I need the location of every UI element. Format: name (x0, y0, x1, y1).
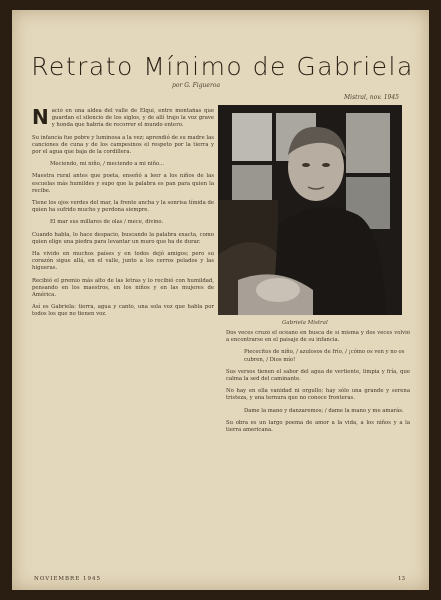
photo-caption: Gabriela Mistral (282, 320, 328, 326)
left-column (32, 108, 214, 570)
drop-cap: N (32, 108, 49, 129)
byline-date: Mistral, nov. 1945 (344, 94, 399, 101)
paragraph: Su obra es un largo poema de amor a la vida, a los niños y a la tierra americana. (226, 419, 410, 434)
verse: El mar sus millares de olas / mece, divino. (50, 219, 164, 226)
paragraph: ació en una aldea del valle de Elqui, entre montañas que guardan el silencio de los siglos, y de allí trajo la voz grave y honda que habría de recorrer el mundo entero. (51, 108, 214, 129)
paragraph: Sus versos tienen el sabor del agua de vertiente, limpia y fría, que calma la sed del caminante. (226, 368, 410, 383)
article-title: Retrato Mínimo de Gabriela (31, 52, 414, 81)
right-column (226, 330, 410, 570)
footer-date: NOVIEMBRE 1945 (34, 576, 101, 582)
paragraph: Su infancia fue pobre y luminosa a la vez; aprendió de su madre las canciones de cuna y de los campesinos el respeto por la tierra y por el agua que baja de la cordillera. (32, 134, 214, 156)
paragraph: Ha vivido en muchos países y en todos dejó amigos; pero su corazón sigue allá, en el valle, junto a los cerros pelados y las higueras. (32, 251, 214, 272)
paragraph: No hay en ella vanidad ni orgullo; hay sólo una grande y serena tristeza, y una ternura que no conoce fronteras. (226, 388, 410, 402)
paragraph: Cuando habla, lo hace despacio, buscando la palabra exacta, como quien elige una piedra para levantar un muro que ha de durar. (32, 231, 214, 245)
paragraph: Dos veces cruzó el océano en busca de sí misma y dos veces volvió a encontrarse en el paisaje de su infancia. (226, 330, 410, 344)
verse: Piececitos de niño, / azulosos de frío, / ¡cómo os ven y no os cubren, / Dios mío! (244, 349, 405, 363)
page-number: 13 (398, 576, 405, 582)
magazine-page (12, 10, 429, 590)
verse: Dame la mano y danzaremos; / dame la mano y me amarás. (244, 407, 404, 414)
paragraph: Maestra rural antes que poeta, enseñó a leer a los niños de las escuelas más humildes y supo que la palabra es pan para quien la recibe. (32, 173, 214, 194)
portrait-photo (218, 105, 402, 315)
portrait-image (218, 105, 402, 315)
paragraph: Así es Gabriela: tierra, agua y canto, una sola voz que habla por todos los que no tienen voz. (32, 304, 214, 318)
paragraph: Tiene los ojos verdes del mar, la frente ancha y la sonrisa tímida de quien ha sufrido mucho y perdona siempre. (32, 200, 214, 214)
verse: Meciendo, mi niño, / meciendo a mi niño... (50, 161, 165, 168)
paragraph: Recibió el premio más alto de las letras y lo recibió con humildad, pensando en los maestros, en los niños y en las mujeres de América. (32, 277, 214, 299)
byline-author: por G. Figueroa (172, 82, 221, 89)
